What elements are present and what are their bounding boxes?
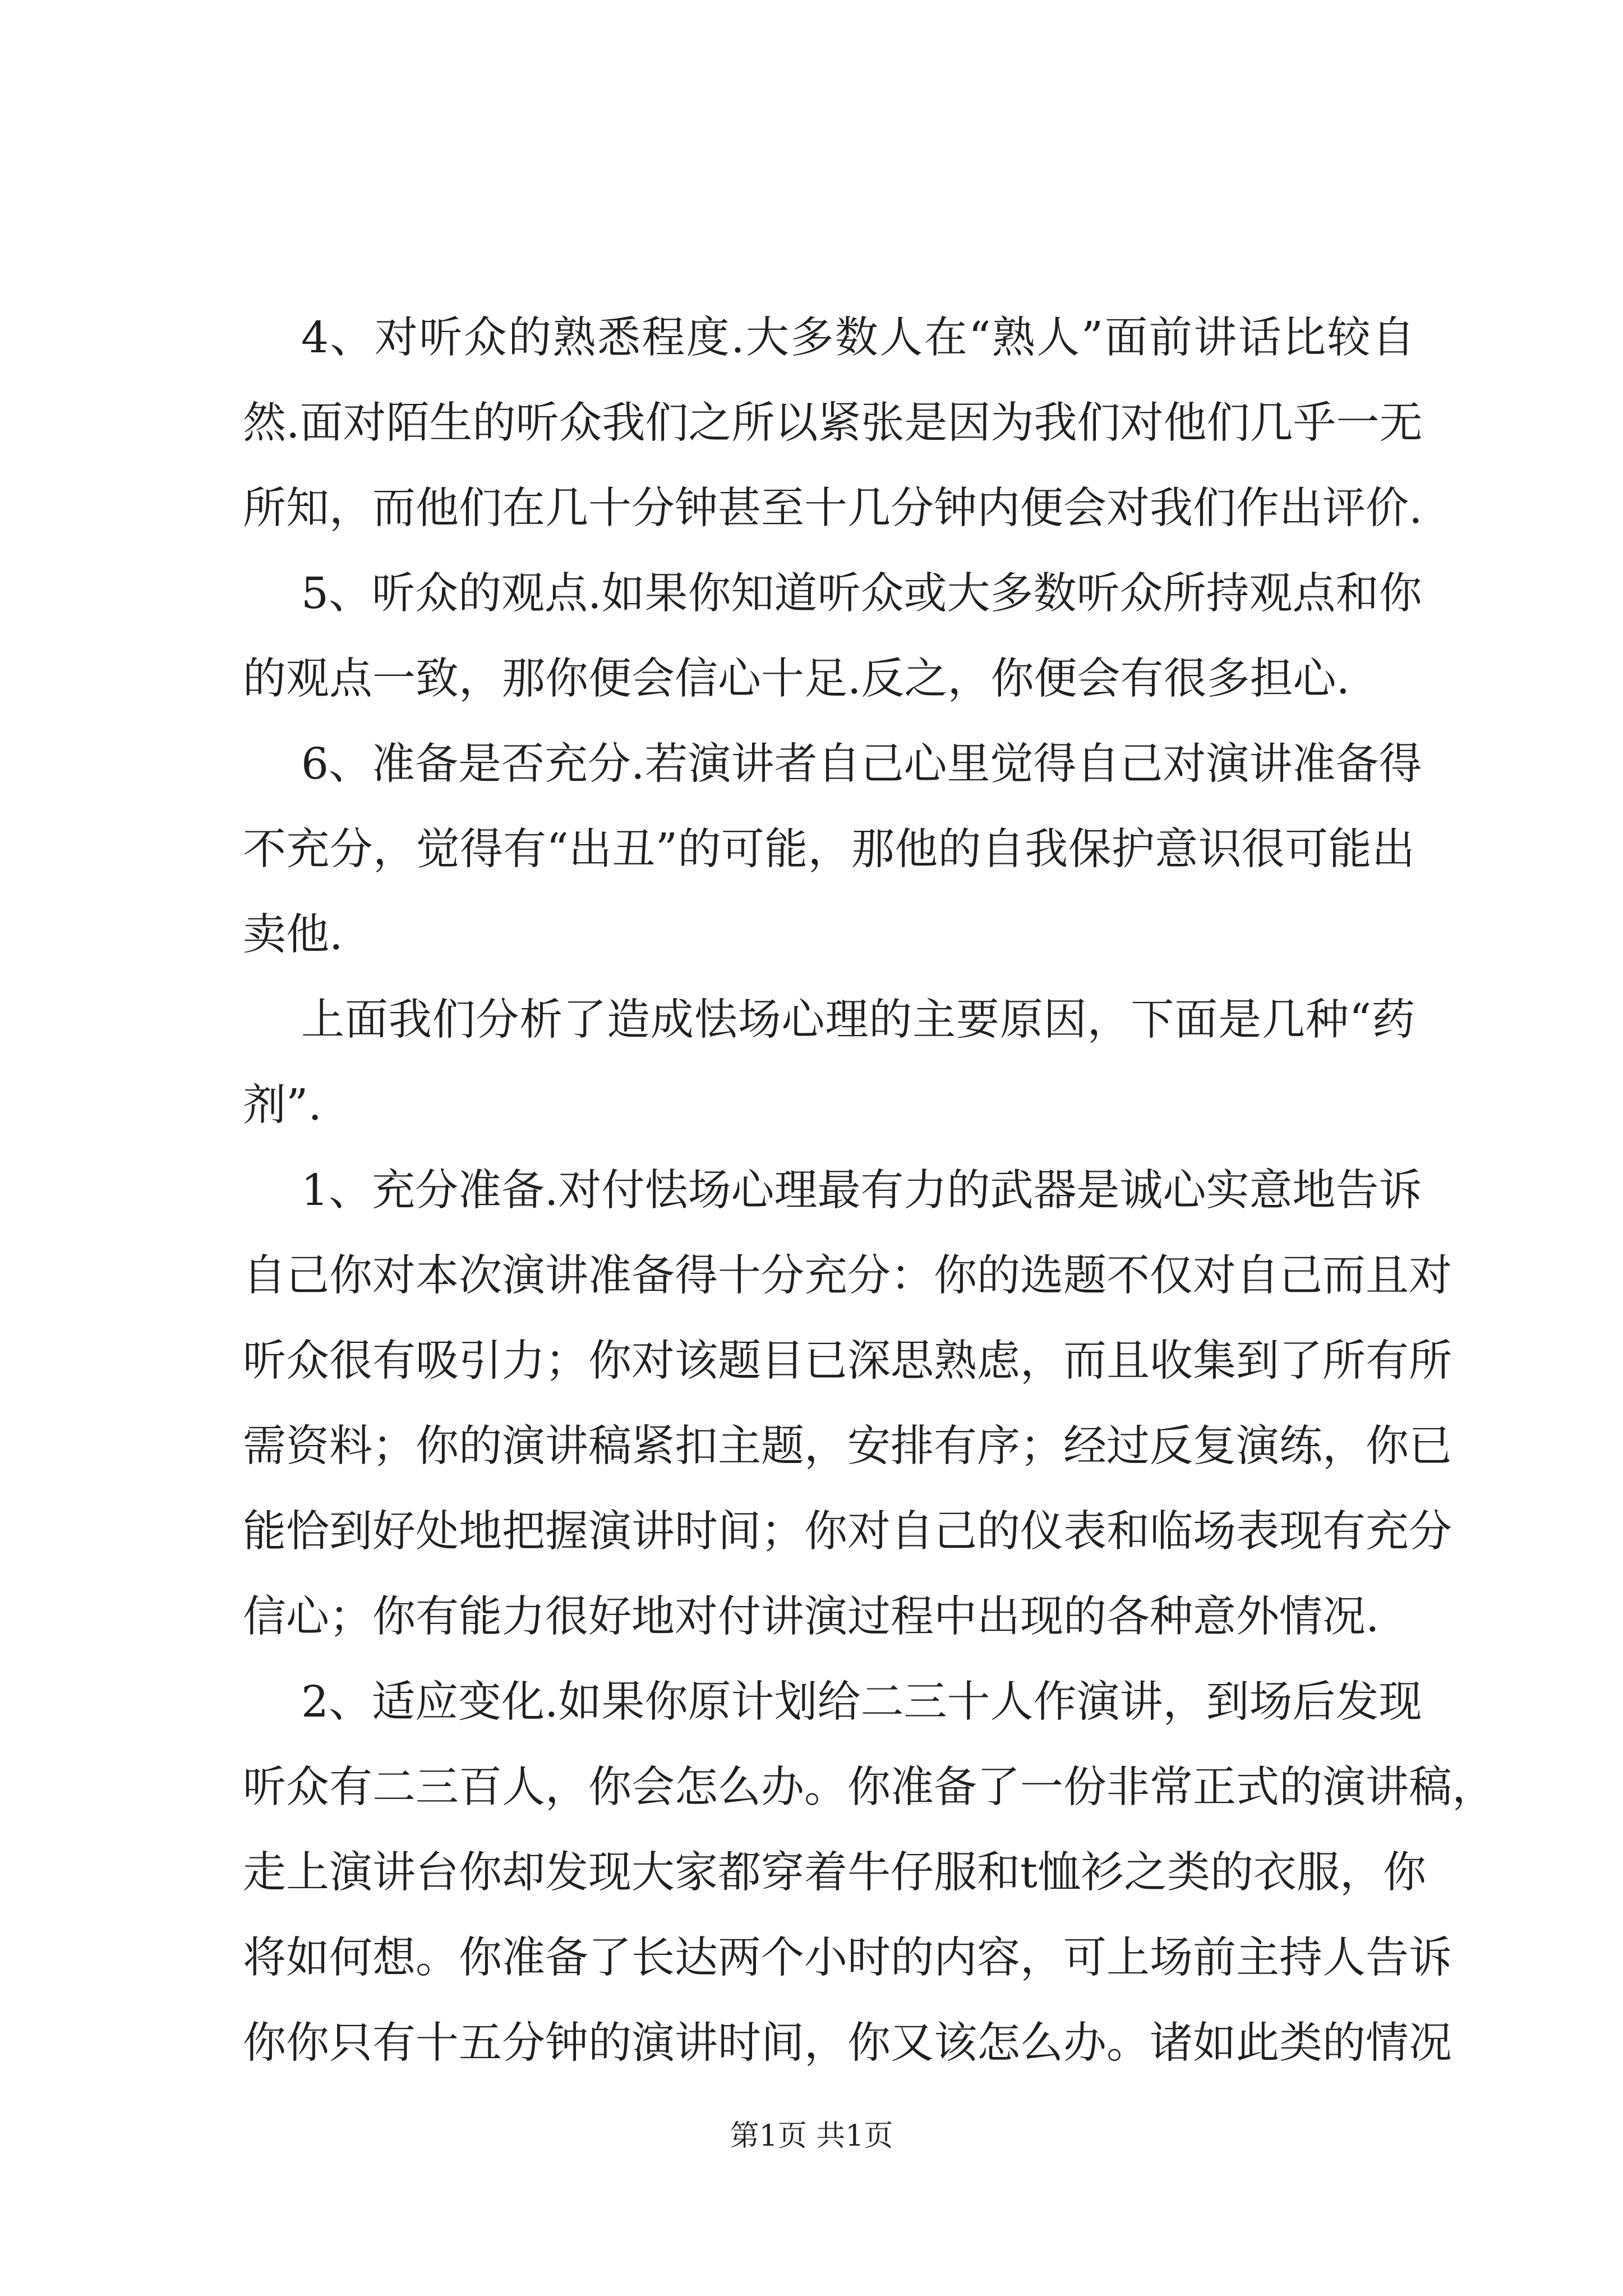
remedy-1-line-2: 自己你对本次演讲准备得十分充分：你的选题不仅对自己而且对 [243, 1251, 1452, 1301]
summary-paragraph-line-1: 上面我们分析了造成怯场心理的主要原因，下面是几种“药 [301, 995, 1415, 1045]
page-footer: 第1页 共1页 [730, 2119, 893, 2153]
paragraph-5-line-1: 5、听众的观点.如果你知道听众或大多数听众所持观点和你 [301, 569, 1422, 619]
paragraph-6-line-2: 不充分，觉得有“出丑”的可能，那他的自我保护意识很可能出 [243, 825, 1415, 875]
summary-paragraph-line-2: 剂”. [243, 1080, 322, 1130]
remedy-1-line-1: 1、充分准备.对付怯场心理最有力的武器是诚心实意地告诉 [301, 1166, 1422, 1216]
remedy-2-line-2: 听众有二三百人，你会怎么办。你准备了一份非常正式的演讲稿， [243, 1763, 1495, 1812]
remedy-1-line-6: 信心；你有能力很好地对付讲演过程中出现的各种意外情况. [243, 1592, 1380, 1642]
paragraph-6-line-3: 卖他. [243, 910, 343, 960]
remedy-2-line-3: 走上演讲台你却发现大家都穿着牛仔服和t恤衫之类的衣服，你 [243, 1848, 1426, 1898]
remedy-2-line-5: 你你只有十五分钟的演讲时间，你又该怎么办。诸如此类的情况 [243, 2018, 1452, 2068]
paragraph-4-line-1: 4、对听众的熟悉程度.大多数人在“熟人”面前讲话比较自 [301, 313, 1415, 363]
paragraph-5-line-2: 的观点一致，那你便会信心十足.反之，你便会有很多担心. [243, 654, 1350, 704]
remedy-2-line-1: 2、适应变化.如果你原计划给二三十人作演讲，到场后发现 [301, 1677, 1422, 1727]
remedy-1-line-3: 听众很有吸引力；你对该题目已深思熟虑，而且收集到了所有所 [243, 1336, 1452, 1386]
remedy-1-line-5: 能恰到好处地把握演讲时间；你对自己的仪表和临场表现有充分 [243, 1507, 1452, 1557]
remedy-2-line-4: 将如何想。你准备了长达两个小时的内容，可上场前主持人告诉 [243, 1933, 1452, 1983]
remedy-1-line-4: 需资料；你的演讲稿紧扣主题，安排有序；经过反复演练，你已 [243, 1421, 1452, 1471]
paragraph-4-line-3: 所知，而他们在几十分钟甚至十几分钟内便会对我们作出评价. [243, 484, 1423, 533]
paragraph-6-line-1: 6、准备是否充分.若演讲者自己心里觉得自己对演讲准备得 [301, 739, 1422, 789]
paragraph-4-line-2: 然.面对陌生的听众我们之所以紧张是因为我们对他们几乎一无 [243, 398, 1423, 448]
